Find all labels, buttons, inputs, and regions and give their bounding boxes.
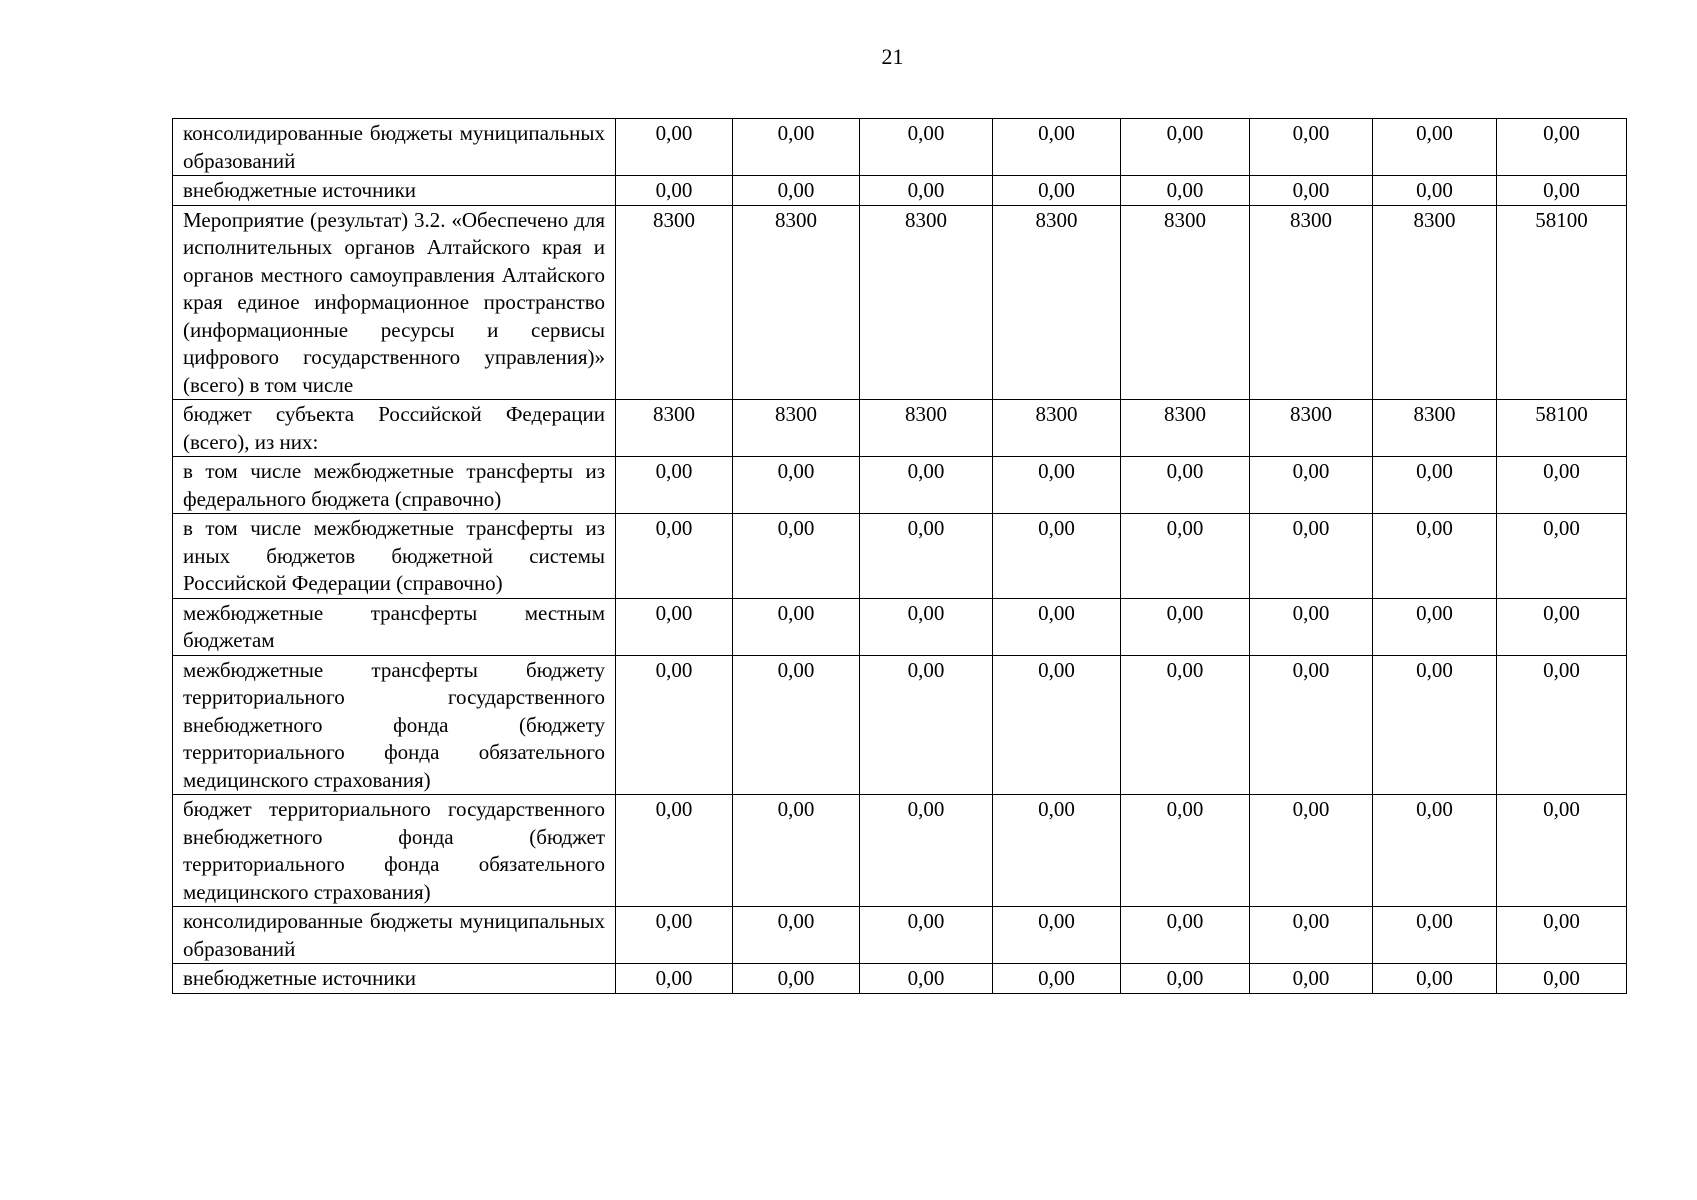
value-cell: 0,00 (860, 514, 993, 599)
value-cell: 0,00 (993, 119, 1121, 176)
value-cell: 0,00 (616, 795, 733, 907)
value-cell: 0,00 (1373, 795, 1497, 907)
row-label-cell: внебюджетные источники (173, 964, 616, 994)
value-cell: 0,00 (733, 457, 860, 514)
value-cell: 0,00 (616, 514, 733, 599)
value-cell: 0,00 (733, 119, 860, 176)
value-cell: 0,00 (1250, 457, 1373, 514)
row-label-cell: межбюджетные трансферты бюджету территориального государственного внебюджетного фонда (бюджету территориального фонда обязательного медицинского страхования) (173, 655, 616, 795)
value-cell: 0,00 (1497, 119, 1627, 176)
value-cell: 8300 (1250, 205, 1373, 400)
value-cell: 0,00 (1121, 598, 1250, 655)
value-cell: 58100 (1497, 400, 1627, 457)
value-cell: 0,00 (1250, 795, 1373, 907)
value-cell: 0,00 (1497, 907, 1627, 964)
value-cell: 0,00 (1497, 655, 1627, 795)
table-row (173, 119, 1627, 176)
value-cell: 0,00 (616, 176, 733, 206)
value-cell: 0,00 (1497, 598, 1627, 655)
row-label-cell: бюджет территориального государственного внебюджетного фонда (бюджет территориального фонда обязательного медицинского страхования) (173, 795, 616, 907)
table-row (173, 457, 1627, 514)
value-cell: 8300 (1373, 205, 1497, 400)
table-row (173, 964, 1627, 994)
value-cell: 0,00 (1497, 176, 1627, 206)
value-cell: 0,00 (1250, 176, 1373, 206)
value-cell: 0,00 (1121, 795, 1250, 907)
value-cell: 0,00 (1250, 514, 1373, 599)
value-cell: 0,00 (860, 795, 993, 907)
value-cell: 0,00 (733, 907, 860, 964)
value-cell: 0,00 (1373, 598, 1497, 655)
value-cell: 0,00 (1373, 514, 1497, 599)
value-cell: 0,00 (733, 598, 860, 655)
value-cell: 0,00 (1373, 176, 1497, 206)
budget-table (172, 118, 1627, 994)
value-cell: 0,00 (1250, 907, 1373, 964)
value-cell: 0,00 (616, 964, 733, 994)
value-cell: 8300 (733, 205, 860, 400)
row-label-cell: внебюджетные источники (173, 176, 616, 206)
row-label-cell: консолидированные бюджеты муниципальных образований (173, 119, 616, 176)
value-cell: 0,00 (616, 457, 733, 514)
value-cell: 8300 (1250, 400, 1373, 457)
table-row (173, 655, 1627, 795)
value-cell: 8300 (1373, 400, 1497, 457)
value-cell: 0,00 (616, 655, 733, 795)
value-cell: 0,00 (860, 964, 993, 994)
value-cell: 0,00 (616, 119, 733, 176)
value-cell: 0,00 (1373, 907, 1497, 964)
value-cell: 8300 (616, 400, 733, 457)
value-cell: 0,00 (860, 176, 993, 206)
value-cell: 0,00 (993, 457, 1121, 514)
value-cell: 0,00 (1497, 964, 1627, 994)
row-label-cell: консолидированные бюджеты муниципальных образований (173, 907, 616, 964)
value-cell: 0,00 (1250, 598, 1373, 655)
value-cell: 0,00 (1373, 655, 1497, 795)
value-cell: 0,00 (1497, 514, 1627, 599)
value-cell: 0,00 (616, 598, 733, 655)
value-cell: 0,00 (1497, 795, 1627, 907)
table-row (173, 205, 1627, 400)
value-cell: 0,00 (993, 907, 1121, 964)
value-cell: 8300 (993, 400, 1121, 457)
table-row (173, 907, 1627, 964)
value-cell: 0,00 (733, 514, 860, 599)
value-cell: 0,00 (1250, 655, 1373, 795)
value-cell: 8300 (860, 205, 993, 400)
value-cell: 0,00 (1121, 907, 1250, 964)
value-cell: 0,00 (993, 598, 1121, 655)
page-number: 21 (881, 44, 904, 69)
value-cell: 0,00 (1121, 176, 1250, 206)
row-label-cell: в том числе межбюджетные трансферты из иных бюджетов бюджетной системы Российской Федерации (справочно) (173, 514, 616, 599)
value-cell: 0,00 (860, 655, 993, 795)
value-cell: 0,00 (1373, 119, 1497, 176)
value-cell: 0,00 (1121, 655, 1250, 795)
value-cell: 8300 (733, 400, 860, 457)
value-cell: 0,00 (733, 655, 860, 795)
row-label-cell: бюджет субъекта Российской Федерации (всего), из них: (173, 400, 616, 457)
value-cell: 0,00 (860, 907, 993, 964)
value-cell: 0,00 (1121, 457, 1250, 514)
value-cell: 0,00 (993, 176, 1121, 206)
value-cell: 0,00 (860, 457, 993, 514)
value-cell: 0,00 (1250, 119, 1373, 176)
value-cell: 0,00 (993, 514, 1121, 599)
value-cell: 0,00 (993, 964, 1121, 994)
value-cell: 0,00 (860, 598, 993, 655)
row-label-cell: Мероприятие (результат) 3.2. «Обеспечено для исполнительных органов Алтайского края и органов местного самоуправления Алтайского края единое информационное пространство (информационные ресурсы и сервисы цифрового государственного управления)» (всего) в том числе (173, 205, 616, 400)
value-cell: 0,00 (733, 795, 860, 907)
row-label-cell: в том числе межбюджетные трансферты из федерального бюджета (справочно) (173, 457, 616, 514)
value-cell: 0,00 (1497, 457, 1627, 514)
value-cell: 0,00 (993, 795, 1121, 907)
table-row (173, 795, 1627, 907)
value-cell: 0,00 (1121, 964, 1250, 994)
table-body (173, 119, 1627, 994)
value-cell: 8300 (616, 205, 733, 400)
value-cell: 0,00 (1373, 457, 1497, 514)
value-cell: 0,00 (733, 964, 860, 994)
value-cell: 8300 (860, 400, 993, 457)
table-row (173, 514, 1627, 599)
value-cell: 0,00 (616, 907, 733, 964)
value-cell: 0,00 (1121, 514, 1250, 599)
table-row (173, 598, 1627, 655)
value-cell: 0,00 (733, 176, 860, 206)
value-cell: 0,00 (860, 119, 993, 176)
value-cell: 0,00 (1121, 119, 1250, 176)
value-cell: 0,00 (993, 655, 1121, 795)
table-row (173, 176, 1627, 206)
value-cell: 0,00 (1373, 964, 1497, 994)
value-cell: 8300 (993, 205, 1121, 400)
row-label-cell: межбюджетные трансферты местным бюджетам (173, 598, 616, 655)
value-cell: 0,00 (1250, 964, 1373, 994)
value-cell: 8300 (1121, 400, 1250, 457)
value-cell: 58100 (1497, 205, 1627, 400)
table-row (173, 400, 1627, 457)
value-cell: 8300 (1121, 205, 1250, 400)
